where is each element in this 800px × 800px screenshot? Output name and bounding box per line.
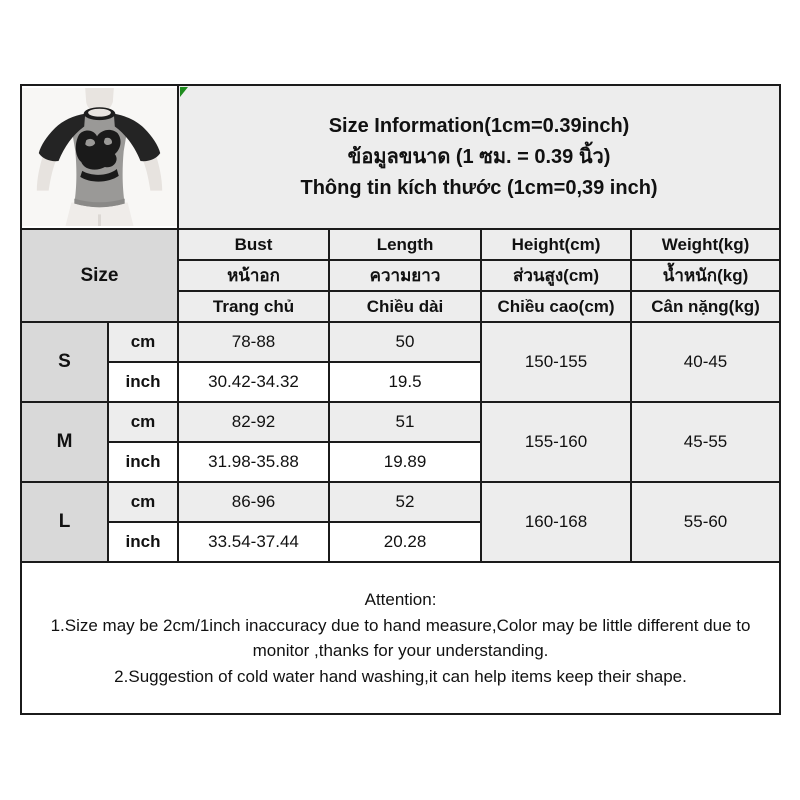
- length-cm-l: 52: [329, 482, 481, 522]
- unit-label-cm: cm: [108, 322, 178, 362]
- table-row-m-cm: [21, 402, 780, 442]
- attention-line-1: 1.Size may be 2cm/1inch inaccuracy due to hand measure,Color may be little different due to monitor ,thanks for your understanding.: [50, 615, 751, 660]
- column-header-height-th: ส่วนสูง(cm): [481, 260, 631, 291]
- unit-label-inch: inch: [108, 522, 178, 562]
- unit-label-inch: inch: [108, 442, 178, 482]
- table-row-s-cm: [21, 322, 780, 362]
- height-m: 155-160: [481, 402, 631, 482]
- length-cm-s: 50: [329, 322, 481, 362]
- bust-inch-l: 33.54-37.44: [178, 522, 329, 562]
- column-header-bust-en: Bust: [178, 229, 329, 260]
- table-row-l-cm: [21, 482, 780, 522]
- bust-cm-l: 86-96: [178, 482, 329, 522]
- size-label-m: M: [21, 402, 108, 482]
- unit-label-cm: cm: [108, 482, 178, 522]
- column-header-size: Size: [21, 229, 178, 322]
- size-label-s: S: [21, 322, 108, 402]
- weight-s: 40-45: [631, 322, 780, 402]
- column-header-height-vi: Chiều cao(cm): [481, 291, 631, 322]
- column-header-length-vi: Chiều dài: [329, 291, 481, 322]
- column-header-length-en: Length: [329, 229, 481, 260]
- column-header-weight-en: Weight(kg): [631, 229, 780, 260]
- bust-inch-s: 30.42-34.32: [178, 362, 329, 402]
- unit-label-inch: inch: [108, 362, 178, 402]
- bust-inch-m: 31.98-35.88: [178, 442, 329, 482]
- column-header-bust-th: หน้าอก: [178, 260, 329, 291]
- column-header-weight-vi: Cân nặng(kg): [631, 291, 780, 322]
- attention-heading: Attention:: [364, 590, 437, 609]
- column-header-length-th: ความยาว: [329, 260, 481, 291]
- bust-cm-s: 78-88: [178, 322, 329, 362]
- weight-m: 45-55: [631, 402, 780, 482]
- title-line-english: Size Information(1cm=0.39inch): [328, 114, 630, 137]
- green-corner-icon: [180, 87, 188, 97]
- size-chart-table: [20, 84, 781, 715]
- length-inch-l: 20.28: [329, 522, 481, 562]
- length-cm-m: 51: [329, 402, 481, 442]
- height-s: 150-155: [481, 322, 631, 402]
- title-line-thai: ข้อมูลขนาด (1 ซม. = 0.39 นิ้ว): [347, 145, 611, 168]
- title-line-vietnamese: Thông tin kích thước (1cm=0,39 inch): [300, 176, 658, 199]
- column-header-bust-vi: Trang chủ: [178, 291, 329, 322]
- title-block: [179, 111, 779, 204]
- product-photo-cell: [21, 85, 178, 229]
- height-l: 160-168: [481, 482, 631, 562]
- column-header-weight-th: น้ำหนัก(kg): [631, 260, 780, 291]
- unit-label-cm: cm: [108, 402, 178, 442]
- title-cell: [178, 85, 780, 229]
- size-label-l: L: [21, 482, 108, 562]
- bust-cm-m: 82-92: [178, 402, 329, 442]
- length-inch-s: 19.5: [329, 362, 481, 402]
- column-header-height-en: Height(cm): [481, 229, 631, 260]
- weight-l: 55-60: [631, 482, 780, 562]
- product-photo: [22, 88, 177, 226]
- attention-note: [21, 562, 780, 714]
- length-inch-m: 19.89: [329, 442, 481, 482]
- attention-line-2: 2.Suggestion of cold water hand washing,it can help items keep their shape.: [114, 666, 687, 686]
